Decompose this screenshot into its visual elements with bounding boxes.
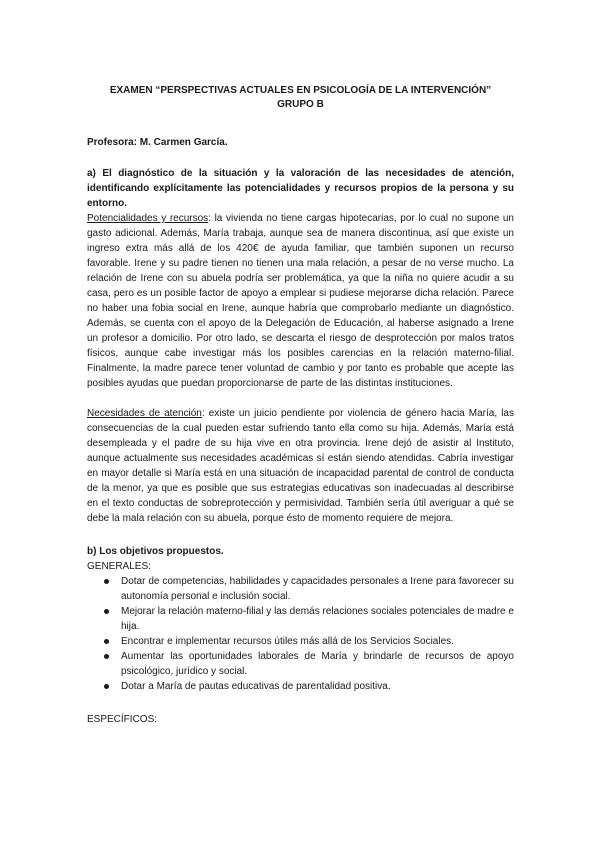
teacher-name: Profesora: M. Carmen García. bbox=[87, 137, 228, 148]
document-content bbox=[87, 84, 514, 727]
list-item bbox=[121, 604, 514, 634]
list-item bbox=[121, 634, 514, 649]
especificos-label: ESPECÍFICOS: bbox=[87, 714, 158, 725]
generales-label: GENERALES: bbox=[87, 561, 151, 572]
list-item-text: Dotar a María de pautas educativas de parentalidad positiva. bbox=[121, 681, 391, 692]
list-item bbox=[121, 649, 514, 679]
potencialidades-text: : la vivienda no tiene cargas hipotecarias, por lo cual no supone un gasto adicional. Además, María trabaja, aunque sea de manera discontinua, así que existe un ingreso extra más allá de los 420€ de ayuda familiar, que también suponen un recurso favorable. Irene y su padre tienen no tienen una mala relación, a pesar de no verse mucho. La relación de Irene con su abuela podría ser problemática, ya que la niña no quiere acudir a su casa, pero es un posible factor de apoyo a emplear si pudiese mejorarse dicha relación. Parece no haber una fobia social en Irene, aunque habría que comprobarlo mediante un diagnóstico. Además, se cuenta con el apoyo de la Delegación de Educación, al haberse asignado a Irene un profesor a domicilio. Por otro lado, se descarta el riesgo de desprotección por malos tratos físicos, aunque cabe investigar más los posibles carencias en la relación materno-filial. Finalmente, la madre parece tener voluntad de cambio y por tanto es probable que acepte las posibles ayudas que puedan proporcionarse de parte de las distintas instituciones. bbox=[87, 213, 514, 389]
generales-list bbox=[87, 574, 514, 694]
list-item-text: Encontrar e implementar recursos útiles más allá de los Servicios Sociales. bbox=[121, 636, 454, 647]
list-item-text: Aumentar las oportunidades laborales de María y brindarle de recursos de apoyo psicológico, jurídico y social. bbox=[121, 651, 514, 677]
bullet-icon bbox=[104, 579, 109, 584]
exam-title-line2: GRUPO B bbox=[277, 99, 324, 110]
section-b-heading: b) Los objetivos propuestos. bbox=[87, 546, 224, 557]
list-item-text: Mejorar la relación materno-filial y las demás relaciones sociales potenciales de madre e hija. bbox=[121, 606, 514, 632]
exam-title-line1: EXAMEN “PERSPECTIVAS ACTUALES EN PSICOLOGÍA DE LA INTERVENCIÓN” bbox=[109, 85, 492, 96]
bullet-icon bbox=[104, 639, 109, 644]
bullet-icon bbox=[104, 609, 109, 614]
section-a-heading: a) El diagnóstico de la situación y la valoración de las necesidades de atención, identificando explícitamente las potencialidades y recursos propios de la persona y su entorno. bbox=[87, 168, 514, 209]
necesidades-label: Necesidades de atención bbox=[87, 408, 202, 419]
potencialidades-paragraph bbox=[87, 211, 514, 391]
necesidades-text: : existe un juicio pendiente por violencia de género hacia María, las consecuencias de la cual pueden estar sufriendo tanto ella como su hija. Además, María está desempleada y el padre de su hija vive en otra provincia. Irene dejó de asistir al Instituto, aunque actualmente sus necesidades académicas sí están siendo atendidas. Cabría investigar en mayor detalle si María está en una situación de incapacidad parental de control de conducta de la menor, ya que es posible que sus estrategias educativas son inadecuadas al describirse en el texto conductas de sobreprotección y permisividad. También sería útil averiguar a qué se debe la mala relación con su abuela, porque ésto de momento requiere de mejora. bbox=[87, 408, 514, 524]
exam-title bbox=[87, 84, 514, 112]
list-item-text: Dotar de competencias, habilidades y capacidades personales a Irene para favorecer su autonomía personal e inclusión social. bbox=[121, 576, 514, 602]
list-item bbox=[121, 574, 514, 604]
bullet-icon bbox=[104, 684, 109, 689]
necesidades-paragraph bbox=[87, 406, 514, 526]
bullet-icon bbox=[104, 654, 109, 659]
list-item bbox=[121, 679, 514, 694]
potencialidades-label: Potencialidades y recursos bbox=[87, 213, 209, 224]
paragraph-spacer bbox=[87, 391, 514, 406]
